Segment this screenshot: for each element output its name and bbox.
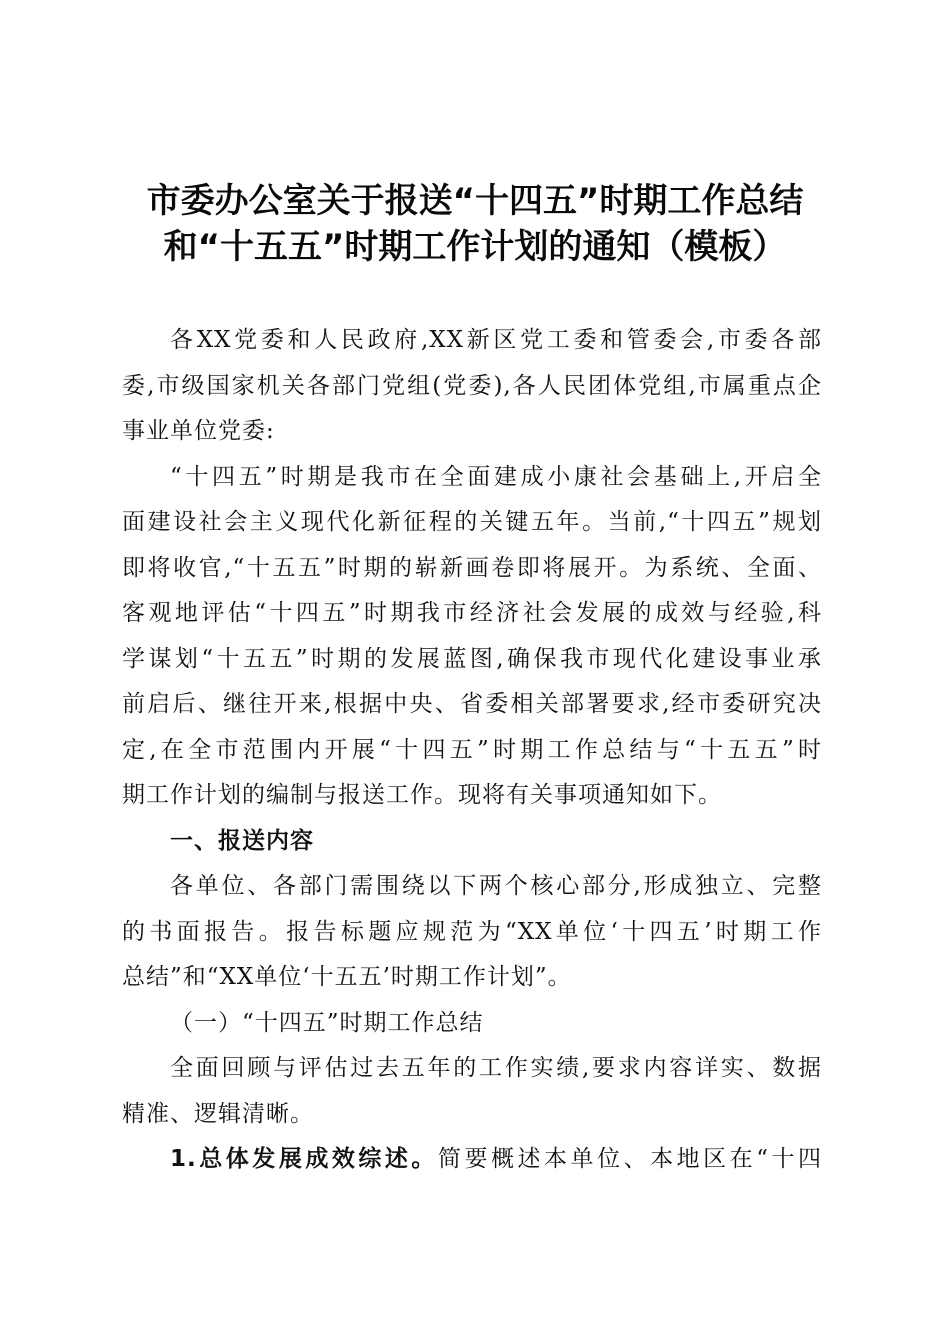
document-body <box>122 318 822 1183</box>
title-line-1: 市委办公室关于报送“十四五”时期工作总结 <box>146 181 804 221</box>
title-line-2: 和“十五五”时期工作计划的通知（模板） <box>163 227 787 267</box>
intro-line-6: 前启后、继往开来,根据中央、省委相关部署要求,经市委研究决 <box>122 691 822 717</box>
item-1-line <box>122 1137 822 1183</box>
subsection-heading: （一）“十四五”时期工作总结 <box>170 1009 484 1036</box>
item-1-text: 简要概述本单位、本地区在“十四 <box>437 1146 822 1172</box>
intro-line-8: 期工作计划的编制与报送工作。现将有关事项通知如下。 <box>122 782 722 808</box>
section1-line-3: 总结”和“XX单位‘十五五’时期工作计划”。 <box>122 964 572 990</box>
addressee-line-2: 委,市级国家机关各部门党组(党委),各人民团体党组,市属重点企 <box>122 372 822 399</box>
subsection1-line-1: 全面回顾与评估过去五年的工作实绩,要求内容详实、数据 <box>170 1055 822 1081</box>
document-title <box>100 178 850 270</box>
item-1-lead: 1.总体发展成效综述。 <box>170 1146 438 1172</box>
intro-line-3: 即将收官,“十五五”时期的崭新画卷即将展开。为系统、全面、 <box>122 554 822 581</box>
intro-line-2: 面建设社会主义现代化新征程的关键五年。当前,“十四五”规划 <box>122 509 822 535</box>
section1-line-2: 的书面报告。报告标题应规范为“XX单位‘十四五’时期工作 <box>122 918 822 945</box>
intro-line-4: 客观地评估“十四五”时期我市经济社会发展的成效与经验,科 <box>122 600 822 626</box>
section-heading: 一、报送内容 <box>170 827 314 854</box>
intro-line-1: “十四五”时期是我市在全面建成小康社会基础上,开启全 <box>170 463 822 490</box>
intro-line-5: 学谋划“十五五”时期的发展蓝图,确保我市现代化建设事业承 <box>122 645 822 672</box>
intro-line-7: 定,在全市范围内开展“十四五”时期工作总结与“十五五”时 <box>122 736 822 763</box>
section1-line-1: 各单位、各部门需围绕以下两个核心部分,形成独立、完整 <box>170 873 822 899</box>
addressee-line-3: 事业单位党委: <box>122 418 275 444</box>
subsection1-line-2: 精准、逻辑清晰。 <box>122 1100 314 1127</box>
addressee-line-1: 各XX党委和人民政府,XX新区党工委和管委会,市委各部 <box>170 327 822 353</box>
